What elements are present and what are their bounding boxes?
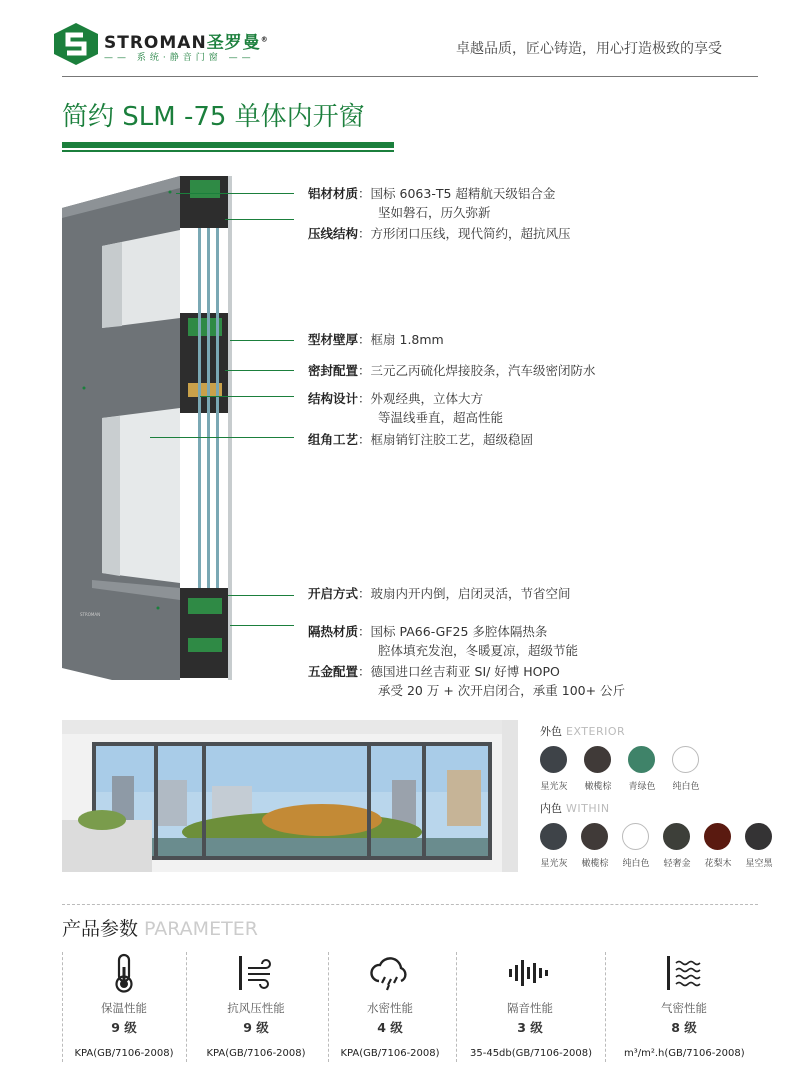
brand-name-en: STROMAN bbox=[104, 33, 207, 53]
spec-thickness: 型材壁厚：框扇 1.8mm bbox=[308, 332, 444, 347]
spec-value-2: 等温线垂直，超高性能 bbox=[378, 410, 504, 425]
window-section-drawing bbox=[62, 168, 292, 688]
spec-structure: 结构设计：外观经典，立体大方 等温线垂直，超高性能 bbox=[308, 391, 504, 425]
spec-value: 三元乙丙硫化焊接胶条，汽车级密闭防水 bbox=[370, 363, 596, 378]
spec-key: 开启方式 bbox=[308, 586, 359, 601]
spec-value-2: 承受 20 万 + 次开启闭合，承重 100+ 公斤 bbox=[378, 683, 626, 698]
spec-value: 方形闭口压线，现代简约，超抗风压 bbox=[370, 226, 571, 241]
param-level: 4 级 bbox=[377, 1020, 403, 1035]
param-divider bbox=[62, 904, 758, 905]
spec-key: 结构设计 bbox=[308, 391, 359, 406]
param-title bbox=[62, 914, 258, 941]
param-name: 水密性能 bbox=[367, 1001, 413, 1015]
param-separator bbox=[328, 952, 329, 1062]
brand-subtitle: —— 系统·静音门窗 —— bbox=[104, 53, 255, 63]
spec-value: 框扇 1.8mm bbox=[370, 332, 444, 347]
spec-key: 铝材材质 bbox=[308, 186, 359, 201]
param-level: 9 级 bbox=[243, 1020, 269, 1035]
param-standard: m³/m².h(GB/7106-2008) bbox=[624, 1048, 745, 1059]
svg-text:STROMAN: STROMAN bbox=[80, 612, 101, 617]
spec-key: 压线结构 bbox=[308, 226, 359, 241]
spec-hardware: 五金配置：德国进口丝吉莉亚 SI/ 好博 HOPO 承受 20 万 + 次开启闭合，承重 100+ 公斤 bbox=[308, 664, 626, 698]
param-name: 气密性能 bbox=[661, 1001, 707, 1015]
slogan: 卓越品质，匠心铸造，用心打造极致的享受 bbox=[456, 41, 722, 57]
color-swatch-name: 纯白色 bbox=[622, 859, 650, 869]
spec-value: 国标 6063-T5 超精航天级铝合金 bbox=[370, 186, 556, 201]
leader-line bbox=[225, 219, 294, 220]
color-swatch-name: 轻奢金 bbox=[663, 859, 691, 869]
wind-icon bbox=[196, 950, 316, 996]
spec-value-2: 坚如磐石，历久弥新 bbox=[378, 205, 491, 220]
leader-line bbox=[228, 595, 294, 596]
soundwave-icon bbox=[470, 950, 590, 996]
param-water bbox=[330, 950, 450, 1059]
param-separator bbox=[62, 952, 63, 1062]
param-separator bbox=[186, 952, 187, 1062]
spec-value: 玻扇内开内倒，启闭灵活，节省空间 bbox=[370, 586, 571, 601]
spec-insulation: 隔热材质：国标 PA66-GF25 多腔体隔热条 腔体填充发泡，冬暖夏凉，超级节能 bbox=[308, 624, 579, 658]
brand-name-cn: 圣罗曼 bbox=[206, 33, 261, 53]
registered-mark: ® bbox=[260, 35, 269, 44]
spec-key: 组角工艺 bbox=[308, 432, 359, 447]
spec-value: 国标 PA66-GF25 多腔体隔热条 bbox=[370, 624, 548, 639]
thermometer-icon bbox=[64, 950, 184, 996]
leader-line bbox=[230, 340, 294, 341]
page-title: 简约 SLM -75 单体内开窗 bbox=[62, 102, 365, 132]
color-swatch-name: 星光灰 bbox=[540, 782, 568, 792]
color-swatch-name: 橄榄棕 bbox=[584, 782, 612, 792]
leader-line bbox=[230, 625, 294, 626]
param-name: 隔音性能 bbox=[507, 1001, 553, 1015]
param-air bbox=[624, 950, 744, 1059]
spec-seal: 密封配置：三元乙丙硫化焊接胶条，汽车级密闭防水 bbox=[308, 363, 596, 378]
param-title-cn: 产品参数 bbox=[62, 918, 139, 940]
color-swatch bbox=[704, 823, 731, 850]
spec-opening: 开启方式：玻扇内开内倒，启闭灵活，节省空间 bbox=[308, 586, 571, 601]
param-title-en: PARAMETER bbox=[144, 918, 258, 940]
param-standard: KPA(GB/7106-2008) bbox=[340, 1048, 440, 1059]
param-name: 保温性能 bbox=[101, 1001, 147, 1015]
exterior-label-en: EXTERIOR bbox=[566, 725, 626, 738]
title-underline bbox=[62, 142, 394, 148]
spec-bead: 压线结构：方形闭口压线，现代简约，超抗风压 bbox=[308, 226, 571, 241]
param-level: 3 级 bbox=[517, 1020, 543, 1035]
spec-key: 型材壁厚 bbox=[308, 332, 359, 347]
brand-logo bbox=[52, 22, 100, 66]
leader-line bbox=[150, 437, 294, 438]
spec-value-2: 腔体填充发泡，冬暖夏凉，超级节能 bbox=[378, 643, 579, 658]
color-swatch-name: 星空黑 bbox=[745, 859, 773, 869]
color-swatch-name: 青绿色 bbox=[628, 782, 656, 792]
rain-cloud-icon bbox=[330, 950, 450, 996]
spec-key: 五金配置 bbox=[308, 664, 359, 679]
spec-value: 框扇销钉注胶工艺，超级稳固 bbox=[370, 432, 534, 447]
color-swatch-name: 星光灰 bbox=[540, 859, 568, 869]
color-swatch bbox=[540, 746, 567, 773]
param-insulation bbox=[64, 950, 184, 1059]
param-wind bbox=[196, 950, 316, 1059]
spec-value: 德国进口丝吉莉亚 SI/ 好博 HOPO bbox=[370, 664, 560, 679]
title-underline-thin bbox=[62, 150, 394, 152]
color-swatch-name: 花梨木 bbox=[704, 859, 732, 869]
airflow-icon bbox=[624, 950, 744, 996]
color-swatch bbox=[622, 823, 649, 850]
color-swatch bbox=[628, 746, 655, 773]
spec-key: 隔热材质 bbox=[308, 624, 359, 639]
interior-photo bbox=[62, 720, 518, 872]
leader-line bbox=[225, 370, 294, 371]
param-standard: 35-45db(GB/7106-2008) bbox=[470, 1048, 593, 1059]
color-swatch-name: 纯白色 bbox=[672, 782, 700, 792]
header-divider bbox=[62, 76, 758, 77]
leader-line bbox=[200, 396, 294, 397]
param-separator bbox=[605, 952, 606, 1062]
color-swatch bbox=[745, 823, 772, 850]
color-swatch bbox=[540, 823, 567, 850]
param-level: 8 级 bbox=[671, 1020, 697, 1035]
param-name: 抗风压性能 bbox=[227, 1001, 285, 1015]
param-standard: KPA(GB/7106-2008) bbox=[74, 1048, 174, 1059]
param-level: 9 级 bbox=[111, 1020, 137, 1035]
within-label-cn: 内色 bbox=[540, 802, 562, 815]
spec-corner: 组角工艺：框扇销钉注胶工艺，超级稳固 bbox=[308, 432, 534, 447]
param-separator bbox=[456, 952, 457, 1062]
color-swatch bbox=[663, 823, 690, 850]
color-swatch-name: 橄榄棕 bbox=[581, 859, 609, 869]
within-color-label bbox=[540, 800, 610, 816]
exterior-color-label bbox=[540, 723, 625, 739]
color-swatch bbox=[672, 746, 699, 773]
param-standard: KPA(GB/7106-2008) bbox=[206, 1048, 306, 1059]
color-swatch bbox=[584, 746, 611, 773]
spec-key: 密封配置 bbox=[308, 363, 359, 378]
spec-aluminum: 铝材材质：国标 6063-T5 超精航天级铝合金 坚如磐石，历久弥新 bbox=[308, 186, 556, 220]
color-swatch bbox=[581, 823, 608, 850]
spec-value: 外观经典，立体大方 bbox=[370, 391, 484, 406]
within-label-en: WITHIN bbox=[566, 802, 610, 815]
leader-line bbox=[176, 193, 294, 194]
exterior-label-cn: 外色 bbox=[540, 725, 562, 738]
param-sound bbox=[470, 950, 593, 1059]
